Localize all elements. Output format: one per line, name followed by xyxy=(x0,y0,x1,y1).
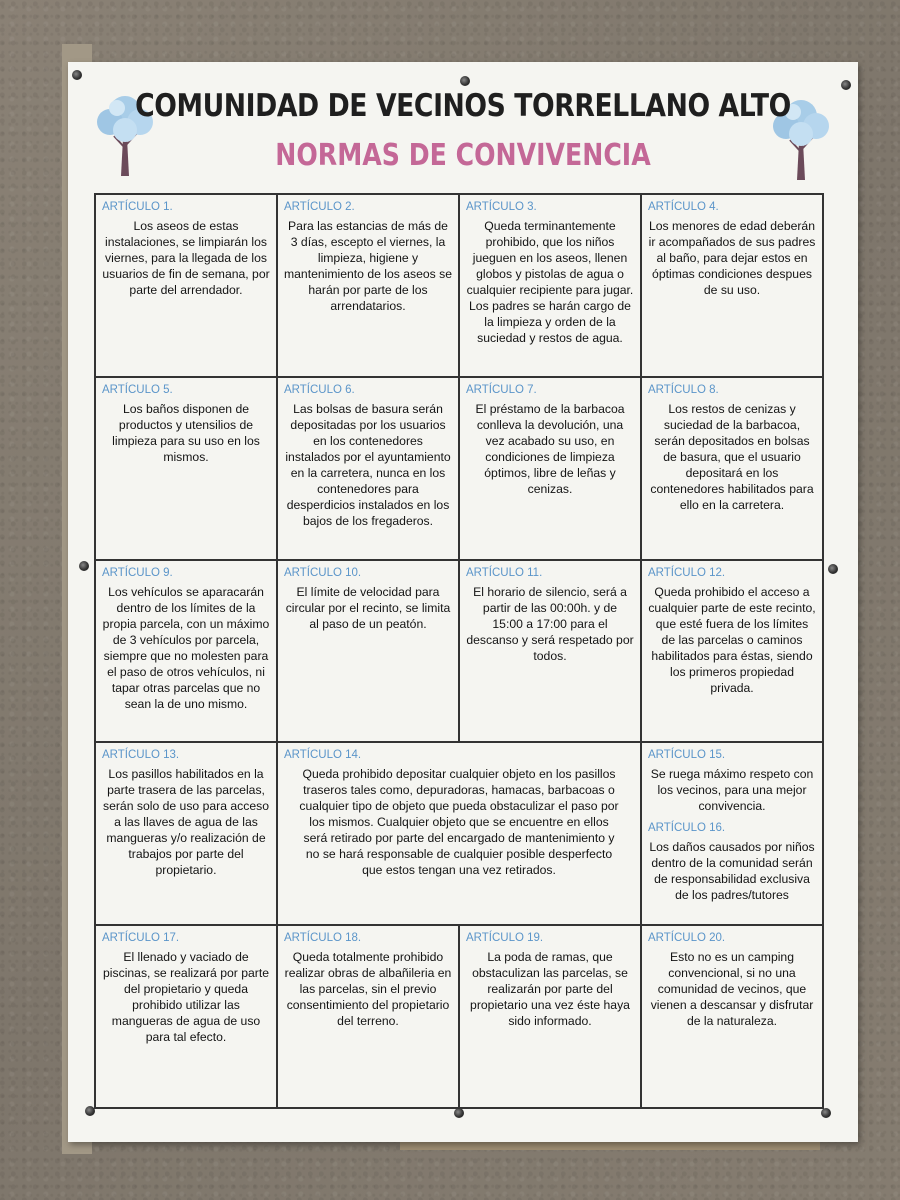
screw-icon xyxy=(841,80,851,90)
poster-title: COMUNIDAD DE VECINOS TORRELLANO ALTO xyxy=(135,88,791,124)
article-cell xyxy=(277,560,459,743)
article-cell xyxy=(95,194,277,377)
article-cell xyxy=(459,377,641,560)
article-label: ARTÍCULO 19. xyxy=(466,932,544,945)
article-label: ARTÍCULO 15. xyxy=(648,749,726,762)
screw-icon xyxy=(828,564,838,574)
article-label: ARTÍCULO 11. xyxy=(466,566,543,579)
article-cell xyxy=(641,925,823,1108)
article-cell xyxy=(641,560,823,743)
article-text: Los daños causados por niños dentro de la comunidad serán de responsabilidad exclusiva de los padres/tutores xyxy=(649,840,815,903)
screw-icon xyxy=(460,76,470,86)
article-text: La poda de ramas, que obstaculizan las parcelas, se realizarán por parte del propietario una vez éste haya sido informado. xyxy=(470,950,630,1029)
article-text: Queda totalmente prohibido realizar obras de albañileria en las parcelas, sin el previo consentimiento del propietario del terreno. xyxy=(284,950,452,1029)
article-label: ARTÍCULO 2. xyxy=(284,201,355,213)
article-text: Queda prohibido depositar cualquier objeto en los pasillos traseros tales como, depuradoras, hamacas, barbacoas o cualquier tipo de objeto que pueda obstaculizar el paso por los mismos. Cualquier objeto que se encuentre en ellos será retirado por parte del encargado de mantenimiento y no se hará responsable de cualquier posible desperfecto que estos tengan una vez retirados. xyxy=(299,767,619,878)
article-label: ARTÍCULO 4. xyxy=(648,201,719,213)
article-label: ARTÍCULO 12. xyxy=(648,566,726,579)
article-text: Queda prohibido el acceso a cualquier parte de este recinto, que esté fuera de los límites de las parcelas o caminos habilitados para éstas, siendo los primeros propiedad privada. xyxy=(648,584,816,695)
article-text: El préstamo de la barbacoa conlleva la devolución, una vez acabado su uso, en condiciones de limpieza óptimos, libre de leñas y cenizas. xyxy=(475,401,625,496)
article-label: ARTÍCULO 14. xyxy=(284,749,362,762)
article-text: Los menores de edad deberán ir acompañados de sus padres al baño, para dejar estos en óptimas condiciones despues de su uso. xyxy=(648,219,816,297)
screw-icon xyxy=(72,70,82,80)
article-label: ARTÍCULO 13. xyxy=(102,749,180,762)
article-label: ARTÍCULO 1. xyxy=(102,201,173,213)
article-cell xyxy=(641,194,823,377)
article-cell xyxy=(459,194,641,377)
article-cell xyxy=(95,925,277,1108)
screw-icon xyxy=(454,1108,464,1118)
article-text: Los vehículos se aparacarán dentro de los límites de la propia parcela, con un máximo de 3 vehículos por parcela, siempre que no molesten para el paso de otros vehículos, ni tapar otras parcelas que no sean la de uno mismo. xyxy=(102,584,270,711)
article-cell xyxy=(459,560,641,743)
poster-subtitle: NORMAS DE CONVIVENCIA xyxy=(275,138,651,173)
article-label: ARTÍCULO 16. xyxy=(648,822,726,835)
screw-icon xyxy=(821,1108,831,1118)
article-cell-wide xyxy=(277,742,641,925)
articles-grid xyxy=(94,193,824,1109)
screw-icon xyxy=(79,561,89,571)
article-text: Esto no es un camping convencional, si no una comunidad de vecinos, que vienen a descansar y disfrutar de la naturaleza. xyxy=(650,950,814,1029)
article-text: Los pasillos habilitados en la parte trasera de las parcelas, serán solo de uso para acceso a las llaves de agua de las mangueras y/o realización de trabajos por parte del propietario. xyxy=(103,767,269,878)
article-label: ARTÍCULO 18. xyxy=(284,932,362,945)
article-text: Las bolsas de basura serán depositadas por los usuarios en los contenedores instalados por el ayuntamiento en la carretera, nunca en los contenedores para desperdicios instalados en los bajos de los fregaderos. xyxy=(285,401,451,528)
article-label: ARTÍCULO 7. xyxy=(466,383,537,396)
article-text: Queda terminantemente prohibido, que los niños jueguen en los aseos, llenen globos y pistolas de agua o cualquier recipiente para jugar. Los padres se harán cargo de la limpieza y orden de la suciedad y restos de agua. xyxy=(466,219,634,345)
article-label: ARTÍCULO 10. xyxy=(284,566,362,579)
article-label: ARTÍCULO 8. xyxy=(648,383,719,396)
article-text: Los restos de cenizas y suciedad de la barbacoa, serán depositados en bolsas de basura, que el usuario depositará en los contenedores habilitados para ello en la carretera. xyxy=(650,401,814,512)
article-cell xyxy=(277,925,459,1108)
article-cell xyxy=(277,194,459,377)
article-cell xyxy=(95,742,277,925)
article-cell xyxy=(95,560,277,743)
article-label: ARTÍCULO 20. xyxy=(648,932,726,945)
article-label: ARTÍCULO 5. xyxy=(102,383,173,396)
article-text: Los aseos de estas instalaciones, se limpiarán los viernes, para la llegada de los usuarios de fin de semana, por parte del arrendador. xyxy=(102,219,270,297)
article-text: El llenado y vaciado de piscinas, se realizará por parte del propietario y queda prohibido utilizar las mangueras de agua de uso para tal efecto. xyxy=(103,950,269,1045)
article-text: Se ruega máximo respeto con los vecinos, para una mejor convivencia. xyxy=(650,767,814,814)
article-label: ARTÍCULO 9. xyxy=(102,566,173,579)
article-label: ARTÍCULO 6. xyxy=(284,383,355,396)
article-text: El horario de silencio, será a partir de las 00:00h. y de 15:00 a 17:00 para el descanso y será respetado por todos. xyxy=(466,584,634,663)
article-label: ARTÍCULO 3. xyxy=(466,201,537,213)
article-text: El límite de velocidad para circular por el recinto, se limita al paso de un peatón. xyxy=(285,584,451,631)
article-label: ARTÍCULO 17. xyxy=(102,932,180,945)
article-cell xyxy=(641,377,823,560)
article-cell xyxy=(95,377,277,560)
rules-poster xyxy=(68,62,858,1142)
article-cell xyxy=(459,925,641,1108)
article-text: Para las estancias de más de 3 días, escepto el viernes, la limpieza, higiene y mantenimiento de los aseos se harán por parte de los arrendatarios. xyxy=(284,219,453,313)
article-cell-double xyxy=(641,742,823,925)
article-text: Los baños disponen de productos y utensilios de limpieza para su uso en los mismos. xyxy=(112,401,260,464)
article-cell xyxy=(277,377,459,560)
